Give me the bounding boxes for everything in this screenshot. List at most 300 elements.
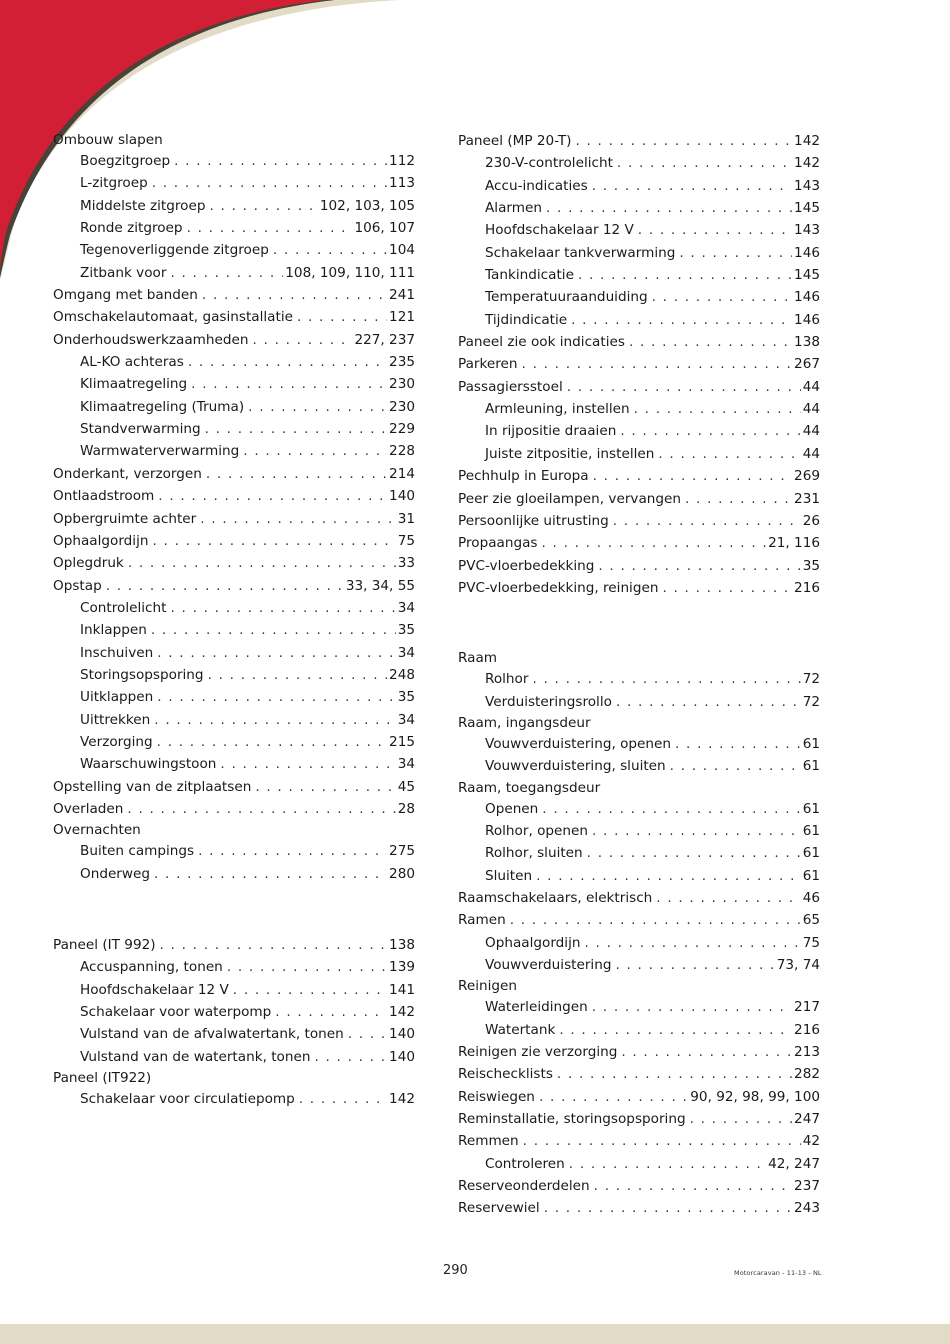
index-entry (458, 1175, 820, 1197)
dot-leader (220, 753, 395, 775)
dot-leader (523, 1130, 801, 1152)
index-subentry (458, 1019, 820, 1041)
dot-leader (544, 1197, 792, 1219)
dot-leader (205, 418, 387, 440)
entry-label: In rijpositie draaien (485, 423, 617, 440)
index-subentry (53, 418, 415, 440)
index-subentry (53, 239, 415, 261)
index-subentry (53, 597, 415, 619)
page-reference: 75 (802, 934, 820, 951)
index-subentry (53, 1001, 415, 1023)
dot-leader (620, 420, 800, 442)
entry-label: Hoofdschakelaar 12 V (485, 222, 634, 239)
page-reference: 140 (389, 1026, 415, 1043)
index-subentry (53, 351, 415, 373)
index-entry (458, 331, 820, 353)
page-reference: 31 (397, 510, 415, 527)
entry-label: AL-KO achteras (80, 354, 184, 371)
dot-leader (616, 691, 801, 713)
dot-leader (128, 552, 396, 574)
page-reference: 121 (389, 309, 415, 326)
index-entry (53, 463, 415, 485)
page-reference: 61 (802, 758, 820, 775)
index-entry (458, 1108, 820, 1130)
dot-leader (152, 530, 395, 552)
dot-leader (522, 353, 793, 375)
entry-label: Waterleidingen (485, 999, 588, 1016)
dot-leader (314, 1046, 387, 1068)
entry-label: Standverwarming (80, 421, 201, 438)
dot-leader (206, 463, 387, 485)
index-subentry (458, 264, 820, 286)
index-subentry (458, 842, 820, 864)
dot-leader (154, 863, 387, 885)
page-reference: 140 (389, 488, 415, 505)
index-entry (458, 1063, 820, 1085)
entry-label: Reservewiel (458, 1200, 540, 1217)
page-reference: 142 (389, 1004, 415, 1021)
index-entry (458, 510, 820, 532)
page-reference: 72 (802, 671, 820, 688)
dot-leader (187, 217, 353, 239)
dot-leader (629, 331, 792, 353)
dot-leader (658, 443, 800, 465)
dot-leader (536, 865, 801, 887)
dot-leader (233, 979, 387, 1001)
dot-leader (592, 820, 801, 842)
page-reference: 143 (794, 222, 820, 239)
index-entry (458, 1197, 820, 1219)
dot-leader (675, 733, 801, 755)
page-reference: 34 (397, 599, 415, 616)
index-subentry (53, 709, 415, 731)
index-subentry (53, 195, 415, 217)
entry-label: Persoonlijke uitrusting (458, 512, 609, 529)
page-reference: 33 (397, 555, 415, 572)
entry-label: Propaangas (458, 535, 538, 552)
index-subentry (458, 420, 820, 442)
page-reference: 146 (794, 244, 820, 261)
entry-label: Onderweg (80, 865, 151, 882)
page-reference: 21, 116 (768, 535, 820, 552)
dot-leader (152, 172, 387, 194)
dot-leader (275, 1001, 387, 1023)
index-subentry (458, 1153, 820, 1175)
index-subentry (53, 1088, 415, 1110)
index-subentry (53, 440, 415, 462)
index-subentry (458, 954, 820, 976)
dot-leader (209, 195, 317, 217)
entry-label: Overladen (53, 800, 124, 817)
index-entry (458, 887, 820, 909)
index-subentry (53, 150, 415, 172)
index-entry (53, 508, 415, 530)
index-entry (458, 465, 820, 487)
index-subentry (53, 1023, 415, 1045)
dot-leader (227, 956, 387, 978)
index-subentry (53, 172, 415, 194)
entry-label: Temperatuuraanduiding (485, 289, 648, 306)
page-reference: 214 (389, 465, 415, 482)
dot-leader (191, 373, 387, 395)
entry-label: Openen (485, 800, 539, 817)
index-subentry (458, 733, 820, 755)
entry-label: Peer zie gloeilampen, vervangen (458, 490, 682, 507)
page-reference: 65 (802, 912, 820, 929)
page-reference: 138 (389, 937, 415, 953)
index-subentry (458, 197, 820, 219)
index-entry (53, 575, 415, 597)
index-subentry (53, 731, 415, 753)
page-reference: 61 (802, 867, 820, 884)
dot-leader (273, 239, 387, 261)
entry-label: Omgang met banden (53, 287, 198, 304)
page-reference: 46 (802, 889, 820, 906)
dot-leader (567, 376, 801, 398)
index-subentry (53, 1046, 415, 1068)
index-heading: Raam, ingangsdeur (458, 714, 591, 731)
entry-label: Inklappen (80, 622, 147, 639)
page-reference: 146 (794, 311, 820, 328)
entry-label: Armleuning, instellen (485, 401, 630, 418)
dot-leader (542, 532, 767, 554)
entry-label: Alarmen (485, 200, 542, 217)
index-subentry (458, 755, 820, 777)
index-entry (458, 1041, 820, 1063)
dot-leader (598, 555, 800, 577)
entry-label: Parkeren (458, 356, 518, 373)
index-subentry (53, 979, 415, 1001)
entry-label: Rolhor, openen (485, 822, 588, 839)
entry-label: Hoofdschakelaar 12 V (80, 981, 229, 998)
page-reference: 216 (794, 579, 820, 596)
dot-leader (539, 1086, 688, 1108)
page-reference: 90, 92, 98, 99, 100 (690, 1088, 820, 1105)
page-reference: 106, 107 (354, 220, 415, 237)
page-reference: 243 (794, 1200, 820, 1217)
page-reference: 217 (794, 999, 820, 1016)
index-subentry (53, 664, 415, 686)
dot-leader (656, 887, 800, 909)
entry-label: Ophaalgordijn (485, 934, 581, 951)
index-entry (53, 329, 415, 351)
entry-label: Accu-indicaties (485, 177, 588, 194)
index-heading: Raam, toegangsdeur (458, 779, 601, 796)
entry-label: Storingsopsporing (80, 666, 204, 683)
entry-label: Verduisteringsrollo (485, 693, 612, 710)
document-code: Motorcaravan - 11-13 - NL (734, 1269, 822, 1277)
dot-leader (690, 1108, 792, 1130)
dot-leader (151, 619, 396, 641)
entry-label: Tijdindicatie (485, 311, 568, 328)
page-reference: 44 (802, 423, 820, 440)
entry-label: Schakelaar voor circulatiepomp (80, 1091, 295, 1108)
page-reference: 228 (389, 443, 415, 460)
index-subentry (53, 373, 415, 395)
entry-label: Onderhoudswerkzaamheden (53, 331, 249, 348)
dot-leader (510, 909, 801, 931)
dot-leader (615, 954, 774, 976)
entry-label: Middelste zitgroep (80, 197, 206, 214)
dot-leader (157, 731, 387, 753)
entry-label: Oplegdruk (53, 555, 124, 572)
dot-leader (621, 1041, 792, 1063)
index-subentry (458, 175, 820, 197)
dot-leader (158, 485, 387, 507)
entry-label: Opstelling van de zitplaatsen (53, 778, 252, 795)
dot-leader (592, 175, 792, 197)
entry-label: Uittrekken (80, 711, 151, 728)
dot-leader (559, 1019, 792, 1041)
page-reference: 143 (794, 177, 820, 194)
page-reference: 267 (794, 356, 820, 373)
index-entry (53, 934, 415, 956)
index-entry (458, 1086, 820, 1108)
entry-label: Passagiersstoel (458, 378, 563, 395)
entry-label: Boegzitgroep (80, 153, 171, 169)
page-reference: 280 (389, 865, 415, 882)
page-reference: 282 (794, 1066, 820, 1083)
page-reference: 215 (389, 733, 415, 750)
page-reference: 61 (802, 845, 820, 862)
index-subentry (53, 642, 415, 664)
bottom-band (0, 1324, 950, 1344)
index-entry (53, 306, 415, 328)
dot-leader (662, 577, 792, 599)
index-subentry (53, 686, 415, 708)
page-reference: 213 (794, 1044, 820, 1061)
entry-label: Verzorging (80, 733, 153, 750)
entry-label: Vouwverduistering, openen (485, 735, 672, 752)
index-entry (458, 488, 820, 510)
index-entry (53, 485, 415, 507)
index-subentry (53, 396, 415, 418)
page-reference: 275 (389, 843, 415, 860)
dot-leader (174, 150, 387, 172)
page-reference: 146 (794, 289, 820, 306)
page-reference: 140 (389, 1048, 415, 1065)
entry-label: Tegenoverliggende zitgroep (80, 242, 269, 259)
page-reference: 33, 34, 55 (345, 577, 415, 594)
dot-leader (202, 284, 387, 306)
index-subentry (458, 820, 820, 842)
index-subentry (458, 309, 820, 331)
page-reference: 235 (389, 354, 415, 371)
index-subentry (458, 286, 820, 308)
page-reference: 108, 109, 110, 111 (285, 264, 415, 281)
page-reference: 139 (389, 959, 415, 976)
page-reference: 141 (389, 981, 415, 998)
page-reference: 28 (397, 800, 415, 817)
index-entry (458, 130, 820, 152)
entry-label: Remmen (458, 1133, 519, 1150)
dot-leader (127, 798, 395, 820)
dot-leader (297, 306, 387, 328)
entry-label: PVC-vloerbedekking (458, 557, 595, 574)
index-subentry (458, 242, 820, 264)
index-subentry (53, 753, 415, 775)
dot-leader (593, 465, 792, 487)
page-reference: 35 (397, 622, 415, 639)
index-subentry (458, 398, 820, 420)
index-column-left (53, 130, 415, 1110)
entry-label: Schakelaar voor waterpomp (80, 1004, 272, 1021)
index-subentry (458, 865, 820, 887)
entry-label: Juiste zitpositie, instellen (485, 445, 655, 462)
dot-leader (248, 396, 387, 418)
entry-label: Opstap (53, 577, 102, 594)
index-heading: Reinigen (458, 978, 517, 995)
dot-leader (634, 398, 801, 420)
page-reference: 34 (397, 644, 415, 661)
page-reference: 73, 74 (776, 957, 820, 973)
page-reference: 72 (802, 693, 820, 710)
page-reference: 42, 247 (768, 1155, 820, 1172)
dot-leader (188, 351, 387, 373)
index-subentry (53, 217, 415, 239)
index-subentry (53, 619, 415, 641)
entry-label: Ramen (458, 912, 506, 929)
entry-label: Raamschakelaars, elektrisch (458, 889, 653, 906)
dot-leader (670, 755, 801, 777)
dot-leader (170, 597, 395, 619)
index-subentry (458, 798, 820, 820)
index-column-right (458, 130, 820, 1220)
dot-leader (243, 440, 387, 462)
index-subentry (53, 863, 415, 885)
index-subentry (53, 840, 415, 862)
entry-label: 230-V-controlelicht (485, 155, 613, 172)
entry-label: Omschakelautomaat, gasinstallatie (53, 309, 293, 326)
entry-label: L-zitgroep (80, 175, 148, 192)
page-number: 290 (443, 1263, 468, 1278)
index-entry (458, 555, 820, 577)
entry-label: Pechhulp in Europa (458, 468, 589, 485)
page-reference: 44 (802, 401, 820, 418)
dot-leader (160, 934, 388, 956)
page-reference: 142 (794, 133, 820, 149)
entry-label: Vouwverduistering (485, 957, 612, 973)
page-reference: 231 (794, 490, 820, 507)
dot-leader (208, 664, 387, 686)
index-entry (458, 909, 820, 931)
dot-leader (299, 1088, 387, 1110)
dot-leader (613, 510, 801, 532)
entry-label: Opbergruimte achter (53, 510, 197, 527)
index-subentry (458, 691, 820, 713)
dot-leader (594, 1175, 792, 1197)
dot-leader (569, 1153, 766, 1175)
page-reference: 248 (389, 666, 415, 683)
entry-label: Paneel zie ook indicaties (458, 334, 625, 351)
section-gap (53, 885, 415, 934)
page-reference: 35 (802, 557, 820, 574)
entry-label: Sluiten (485, 867, 533, 884)
entry-label: PVC-vloerbedekking, reinigen (458, 579, 659, 596)
index-subentry (458, 996, 820, 1018)
page-reference: 142 (794, 155, 820, 172)
entry-label: Inschuiven (80, 644, 154, 661)
page-reference: 61 (802, 735, 820, 752)
dot-leader (638, 219, 792, 241)
dot-leader (157, 642, 395, 664)
entry-label: Klimaatregeling (80, 376, 188, 393)
dot-leader (546, 197, 792, 219)
entry-label: Vulstand van de afvalwatertank, tonen (80, 1026, 344, 1043)
page-reference: 104 (389, 242, 415, 259)
entry-label: Ronde zitgroep (80, 220, 183, 237)
index-heading: Raam (458, 650, 498, 667)
page-reference: 102, 103, 105 (319, 197, 415, 214)
page-reference: 229 (389, 421, 415, 438)
dot-leader (557, 1063, 792, 1085)
page-reference: 216 (794, 1021, 820, 1038)
page-reference: 145 (794, 267, 820, 284)
page-reference: 34 (397, 711, 415, 728)
index-entry (458, 532, 820, 554)
index-entry (53, 530, 415, 552)
page-reference: 237 (794, 1178, 820, 1195)
index-subentry (458, 668, 820, 690)
index-entry (53, 798, 415, 820)
entry-label: Klimaatregeling (Truma) (80, 398, 245, 415)
page-reference: 44 (802, 445, 820, 462)
entry-label: Vulstand van de watertank, tonen (80, 1048, 311, 1065)
dot-leader (685, 488, 792, 510)
entry-label: Onderkant, verzorgen (53, 465, 202, 482)
dot-leader (542, 798, 800, 820)
dot-leader (106, 575, 344, 597)
entry-label: Reiswiegen (458, 1088, 535, 1105)
entry-label: Controlelicht (80, 599, 167, 616)
entry-label: Paneel (IT 992) (53, 937, 156, 953)
index-entry (458, 376, 820, 398)
entry-label: Buiten campings (80, 843, 195, 860)
page-reference: 61 (802, 822, 820, 839)
page-reference: 75 (397, 532, 415, 549)
entry-label: Paneel (MP 20-T) (458, 133, 572, 149)
index-subentry (458, 443, 820, 465)
page-reference: 34 (397, 756, 415, 773)
dot-leader (679, 242, 792, 264)
dot-leader (584, 932, 800, 954)
section-gap (458, 599, 820, 648)
index-subentry (53, 956, 415, 978)
page-reference: 113 (389, 175, 415, 192)
page-reference: 112 (389, 153, 415, 169)
dot-leader (154, 709, 395, 731)
entry-label: Ophaalgordijn (53, 532, 149, 549)
entry-label: Watertank (485, 1021, 556, 1038)
entry-label: Vouwverduistering, sluiten (485, 758, 666, 775)
index-entry (458, 353, 820, 375)
entry-label: Reischecklists (458, 1066, 553, 1083)
page-reference: 269 (794, 468, 820, 485)
dot-leader (571, 309, 792, 331)
dot-leader (157, 686, 395, 708)
page-reference: 61 (802, 800, 820, 817)
page-reference: 241 (389, 287, 415, 304)
index-entry (458, 1130, 820, 1152)
index-entry (53, 776, 415, 798)
dot-leader (252, 329, 352, 351)
page-reference: 230 (389, 376, 415, 393)
page-reference: 142 (389, 1091, 415, 1108)
entry-label: Schakelaar tankverwarming (485, 244, 676, 261)
entry-label: Reserveonderdelen (458, 1178, 590, 1195)
index-subentry (53, 262, 415, 284)
dot-leader (532, 668, 800, 690)
